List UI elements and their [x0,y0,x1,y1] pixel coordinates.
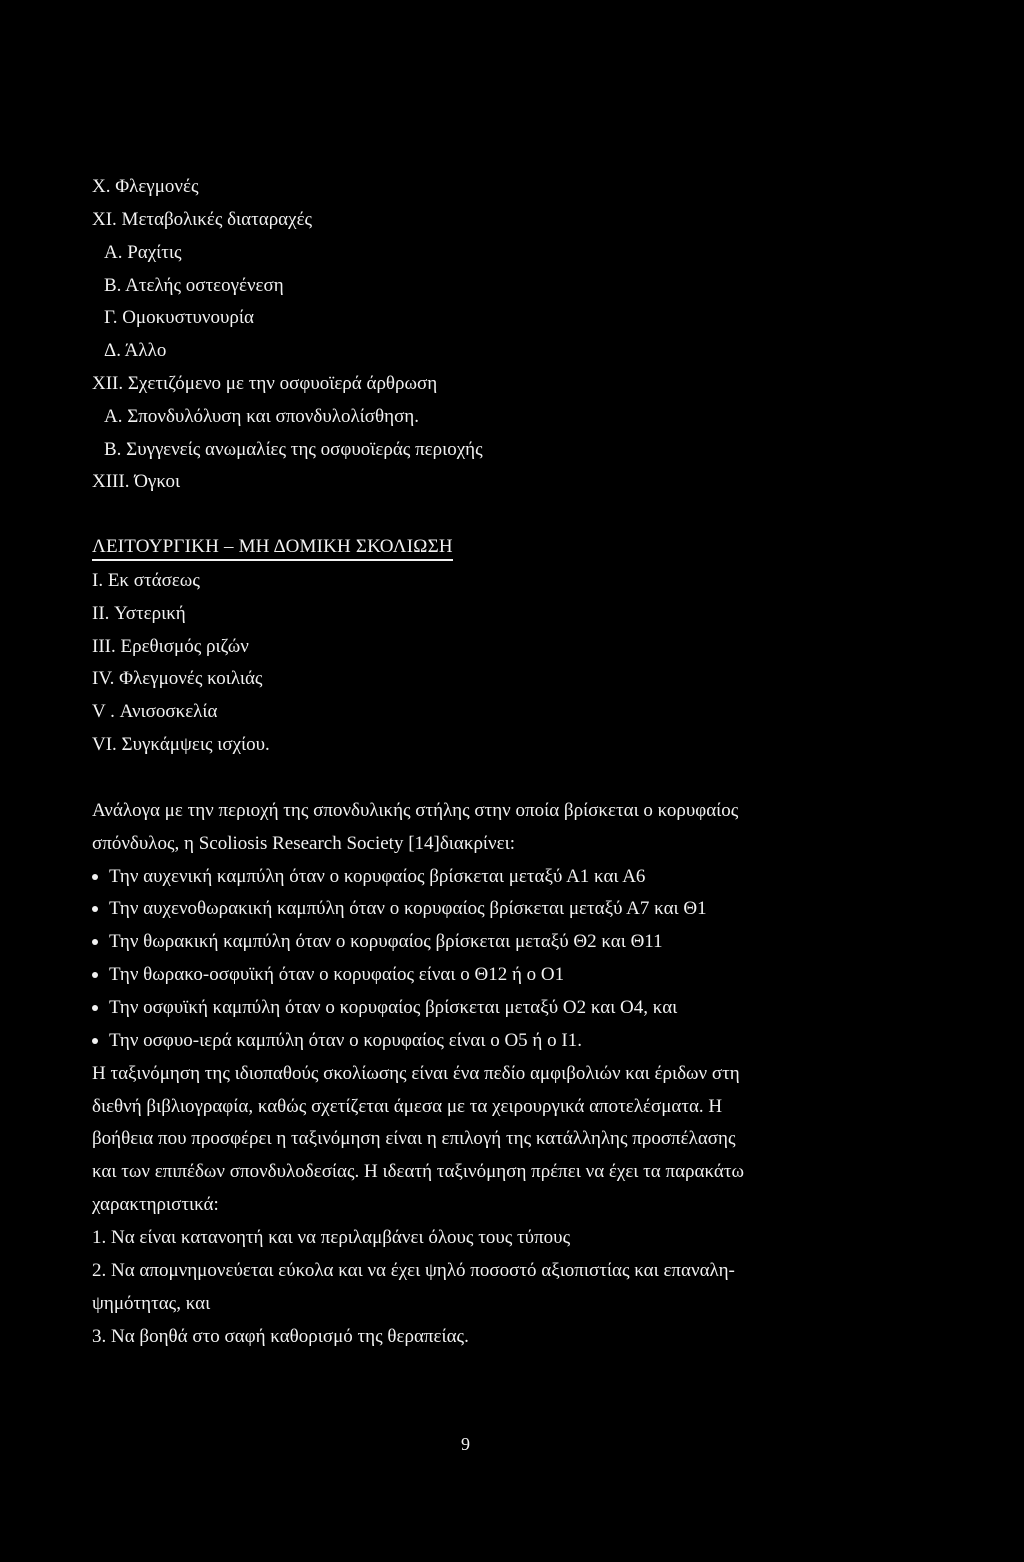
bullet-text: Την θωρακο-οσφυϊκή όταν ο κορυφαίος είναι ο Θ12 ή ο Ο1 [109,964,565,985]
list-item: Α. Ραχίτις [104,242,182,263]
paragraph-line: χαρακτηριστικά: [92,1194,219,1215]
list-item: X. Φλεγμονές [92,176,199,197]
bullet-icon [92,874,98,880]
bullet-item [92,1029,582,1052]
bullet-item [92,897,707,920]
bullet-icon [92,972,98,978]
bullet-text: Την θωρακική καμπύλη όταν ο κορυφαίος βρίσκεται μεταξύ Θ2 και Θ11 [109,931,663,952]
paragraph-line: βοήθεια που προσφέρει η ταξινόμηση είναι η επιλογή της κατάλληλης προσπέλασης [92,1128,736,1149]
bullet-icon [92,906,98,912]
paragraph-line: και των επιπέδων σπονδυλοδεσίας. Η ιδεατή ταξινόμηση πρέπει να έχει τα παρακάτω [92,1161,744,1182]
list-item: III. Ερεθισμός ριζών [92,636,249,657]
list-item: V . Ανισοσκελία [92,701,218,722]
page-number: 9 [461,1434,470,1454]
bullet-item [92,865,645,888]
list-item: IV. Φλεγμονές κοιλιάς [92,668,263,689]
numbered-item: 2. Να απομνημονεύεται εύκολα και να έχει ψηλό ποσοστό αξιοπιστίας και επαναλη- [92,1260,735,1281]
bullet-text: Την οσφυϊκή καμπύλη όταν ο κορυφαίος βρίσκεται μεταξύ Ο2 και Ο4, και [109,997,678,1018]
intro-line: Ανάλογα με την περιοχή της σπονδυλικής στήλης στην οποία βρίσκεται ο κορυφαίος [92,800,739,821]
section-heading: ΛΕΙΤΟΥΡΓΙΚΗ – ΜΗ ΔΟΜΙΚΗ ΣΚΟΛΙΩΣΗ [92,535,453,561]
numbered-item: 3. Να βοηθά στο σαφή καθορισμό της θεραπείας. [92,1326,469,1347]
bullet-icon [92,1038,98,1044]
numbered-item: ψημότητας, και [92,1293,211,1314]
list-item: Γ. Ομοκυστυνουρία [104,307,254,328]
list-item: Β. Ατελής οστεογένεση [104,275,284,296]
bullet-text: Την αυχενοθωρακική καμπύλη όταν ο κορυφαίος βρίσκεται μεταξύ Α7 και Θ1 [109,898,707,919]
list-item: Α. Σπονδυλόλυση και σπονδυλολίσθηση. [104,406,419,427]
bullet-text: Την αυχενική καμπύλη όταν ο κορυφαίος βρίσκεται μεταξύ Α1 και Α6 [109,866,646,887]
list-item: II. Υστερική [92,603,186,624]
list-item: Δ. Άλλο [104,340,167,361]
list-item: XII. Σχετιζόμενο με την οσφυοϊερά άρθρωση [92,373,438,394]
bullet-item [92,930,663,953]
bullet-icon [92,1005,98,1011]
paragraph-line: διεθνή βιβλιογραφία, καθώς σχετίζεται άμεσα με τα χειρουργικά αποτελέσματα. Η [92,1096,723,1117]
intro-line: σπόνδυλος, η Scoliosis Research Society [14]διακρίνει: [92,833,516,854]
bullet-item [92,963,564,986]
bullet-text: Την οσφυο-ιερά καμπύλη όταν ο κορυφαίος είναι ο Ο5 ή ο Ι1. [109,1030,582,1051]
list-item: XIII. Όγκοι [92,471,181,492]
paragraph-line: Η ταξινόμηση της ιδιοπαθούς σκολίωσης είναι ένα πεδίο αμφιβολιών και έριδων στη [92,1063,740,1084]
list-item: VI. Συγκάμψεις ισχίου. [92,734,270,755]
list-item: XI. Μεταβολικές διαταραχές [92,209,313,230]
numbered-item: 1. Να είναι κατανοητή και να περιλαμβάνει όλους τους τύπους [92,1227,571,1248]
bullet-icon [92,939,98,945]
list-item: Β. Συγγενείς ανωμαλίες της οσφυοϊεράς περιοχής [104,439,483,460]
list-item: Ι. Εκ στάσεως [92,570,200,591]
bullet-item [92,996,677,1019]
